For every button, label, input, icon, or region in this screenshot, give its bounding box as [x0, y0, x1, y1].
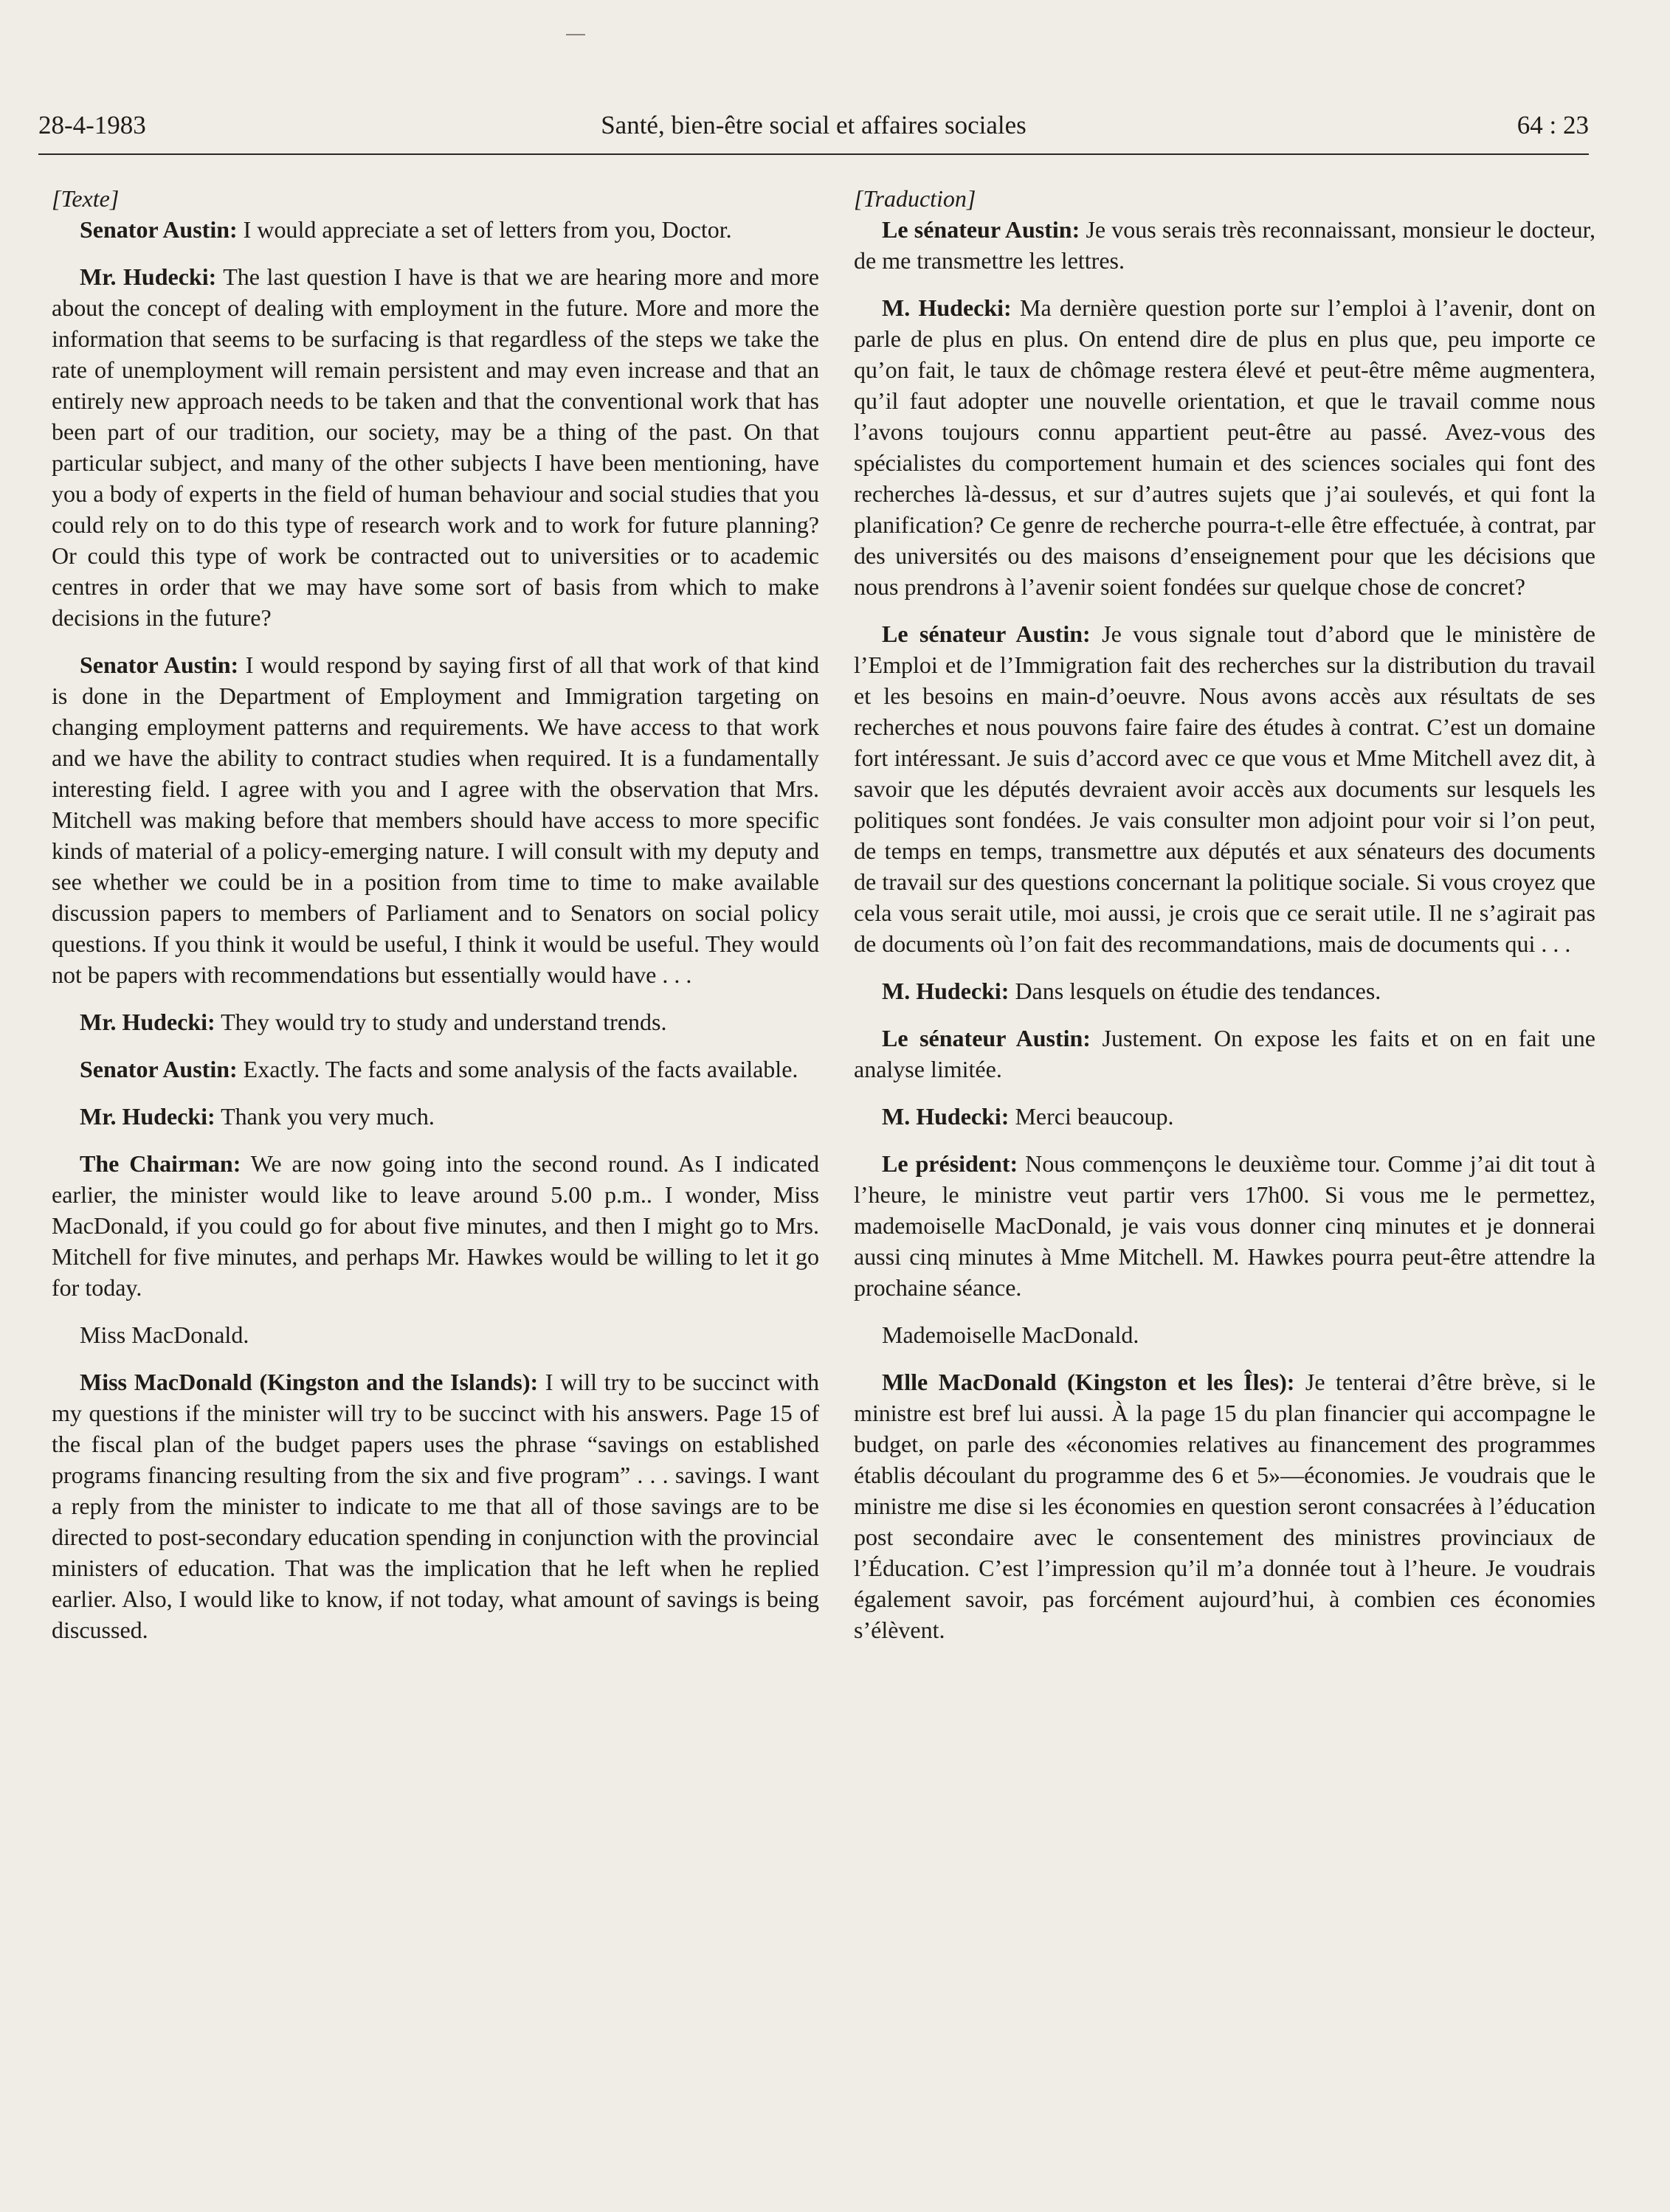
speech: Merci beaucoup.	[1009, 1103, 1174, 1130]
speaker: Le sénateur Austin:	[882, 1025, 1091, 1051]
speech: Ma dernière question porte sur l’emploi à l’avenir, dont on parle de plus en plus. On entend dire de plus en plus que, peu importe ce qu’on fait, le taux de chômage restera élevé et peut-être même augmentera, qu’il faut adopter une nouvelle orientation, et que le travail comme nous l’avons toujours connu appartient peut-être au passé. Avez-vous des spécialistes du comportement humain et des sciences sociales qui font des recherches là-dessus, et sur d’autres sujets que j’ai soulevés, et qui font la planification? Ce genre de recherche pourra-t-elle être effectuée, à contrat, par des universités ou des maisons d’enseignement pour que les décisions que nous prendrons à l’avenir soient fondées sur quelque chose de concret?	[854, 294, 1596, 600]
speech: Je vous serais très reconnaissant, monsieur le docteur, de me transmettre les lettres.	[854, 216, 1596, 274]
speech: Nous commençons le deuxième tour. Comme j’ai dit tout à l’heure, le ministre veut partir vers 17h00. Si vous me le permettez, mademoiselle MacDonald, je vais vous donner cinq minutes et je donnerai aussi cinq minutes à Mme Mitchell. M. Hawkes pourra peut-être attendre la prochaine séance.	[854, 1150, 1596, 1301]
speech: Thank you very much.	[215, 1103, 435, 1130]
paragraph	[52, 214, 819, 245]
paragraph	[52, 261, 819, 633]
speaker: Miss MacDonald (Kingston and the Islands):	[80, 1369, 539, 1395]
french-column	[854, 183, 1595, 1662]
speech: Miss MacDonald.	[80, 1321, 249, 1348]
column-label: [Traduction]	[854, 185, 976, 212]
page-header	[38, 111, 1589, 151]
header-rule	[38, 153, 1589, 155]
speaker: Mr. Hudecki:	[80, 1103, 215, 1130]
header-date: 28-4-1983	[38, 111, 146, 139]
speech: Justement. On expose les faits et on en fait une analyse limitée.	[854, 1025, 1596, 1082]
speaker: Le sénateur Austin:	[882, 216, 1080, 243]
paragraph	[854, 618, 1595, 959]
speaker: Le président:	[882, 1150, 1018, 1177]
paragraph	[52, 1319, 819, 1350]
speaker: M. Hudecki:	[882, 978, 1010, 1004]
speech: Exactly. The facts and some analysis of the facts available.	[237, 1056, 798, 1082]
speech: We are now going into the second round. As I indicated earlier, the minister would like to leave around 5.00 p.m.. I wonder, Miss MacDonald, if you could go for about five minutes, and then I might go to Mrs. Mitchell for five minutes, and perhaps Mr. Hawkes would be willing to let it go for today.	[52, 1150, 820, 1301]
paragraph	[52, 1148, 819, 1303]
speech: Mademoiselle MacDonald.	[882, 1321, 1139, 1348]
paragraph	[854, 292, 1595, 602]
paragraph	[52, 1366, 819, 1645]
speech: I will try to be succinct with my questions if the minister will try to be succinct with his answers. Page 15 of the fiscal plan of the budget papers uses the phrase “savings on established programs financing resulting from the six and five program” . . . savings. I want a reply from the minister to indicate to me that all of those savings are to be directed to post-secondary education spending in conjunction with the provincial ministers of education. That was the implication that he left when he replied earlier. Also, I would like to know, if not today, what amount of savings is being discussed.	[52, 1369, 820, 1643]
paragraph	[854, 1148, 1595, 1303]
paragraph	[854, 1366, 1595, 1645]
speaker: Senator Austin:	[80, 651, 239, 678]
header-page-number: 64 : 23	[1517, 111, 1589, 139]
speech: Je vous signale tout d’abord que le ministère de l’Emploi et de l’Immigration fait des recherches sur la distribution du travail et les besoins en main-d’oeuvre. Nous avons accès aux résultats de ses recherches et nous pouvons faire faire des études à contrat. C’est un domaine fort intéressant. Je suis d’accord avec ce que vous et Mme Mitchell avez dit, à savoir que les députés devraient avoir accès aux documents sur lesquels les politiques sont fondées. Je vais consulter mon adjoint pour voir si l’on peut, de temps en temps, transmettre aux députés et aux sénateurs des documents de travail sur des questions concernant la politique sociale. Si vous croyez que cela vous serait utile, moi aussi, je crois que ce serait utile. Il ne s’agirait pas de documents où l’on fait des recommandations, mais de documents qui . . .	[854, 621, 1596, 957]
paragraph	[854, 975, 1595, 1006]
column-label: [Texte]	[52, 185, 120, 212]
speaker: Mlle MacDonald (Kingston et les Îles):	[882, 1369, 1295, 1395]
paragraph	[52, 1101, 819, 1132]
english-column	[52, 183, 819, 1662]
speaker: Mr. Hudecki:	[80, 263, 217, 290]
speaker: Le sénateur Austin:	[882, 621, 1091, 647]
speaker: The Chairman:	[80, 1150, 241, 1177]
speaker: Senator Austin:	[80, 216, 238, 243]
speech: I would respond by saying first of all that work of that kind is done in the Department of Employment and Immigration targeting on changing employment patterns and requirements. We have access to that work and we have the ability to contract studies when required. It is a fundamentally interesting field. I agree with you and I agree with the observation that Mrs. Mitchell was making before that members should have access to more specific kinds of material of a policy-emerging nature. I will consult with my deputy and see whether we could be in a position from time to time to make available discussion papers to members of Parliament and to Senators on social policy questions. If you think it would be useful, I think it would be useful. They would not be papers with recommendations but essentially would have . . .	[52, 651, 820, 988]
paragraph	[854, 1023, 1595, 1085]
speech: I would appreciate a set of letters from you, Doctor.	[237, 216, 732, 243]
paragraph	[52, 1006, 819, 1037]
header-title: Santé, bien-être social et affaires sociales	[601, 111, 1027, 139]
speech: They would try to study and understand trends.	[215, 1009, 667, 1035]
top-scan-mark	[566, 34, 585, 35]
speech: Je tenterai d’être brève, si le ministre est bref lui aussi. À la page 15 du plan financier qui accompagne le budget, on parle des «économies relatives au financement des programmes établis découlant du programme des 6 et 5»—économies. Je voudrais que le ministre me dise si les économies en question seront consacrées à l’éducation post secondaire avec le consentement des ministres provinciaux de l’Éducation. C’est l’impression qu’il m’a donnée tout à l’heure. Je voudrais également savoir, pas forcément aujourd’hui, à combien ces économies s’élèvent.	[854, 1369, 1596, 1643]
speech: Dans lesquels on étudie des tendances.	[1009, 978, 1381, 1004]
speaker: M. Hudecki:	[882, 1103, 1010, 1130]
speaker: Senator Austin:	[80, 1056, 238, 1082]
speech: The last question I have is that we are hearing more and more about the concept of dealing with employment in the future. More and more the information that seems to be surfacing is that regardless of the steps we take the rate of unemployment will remain persistent and may even increase and that an entirely new approach needs to be taken and that the conventional work that has been part of our tradition, our society, may be a thing of the past. On that particular subject, and many of the other subjects I have been mentioning, have you a body of experts in the field of human behaviour and social studies that you could rely on to do this type of research work and to work for future planning? Or could this type of work be contracted out to universities or to academic centres in order that we may have some sort of basis from which to make decisions in the future?	[52, 263, 820, 631]
paragraph	[854, 1319, 1595, 1350]
paragraph	[52, 1054, 819, 1085]
speaker: M. Hudecki:	[882, 294, 1012, 321]
paragraph	[854, 1101, 1595, 1132]
paragraph	[52, 649, 819, 990]
speaker: Mr. Hudecki:	[80, 1009, 215, 1035]
paragraph	[854, 214, 1595, 276]
